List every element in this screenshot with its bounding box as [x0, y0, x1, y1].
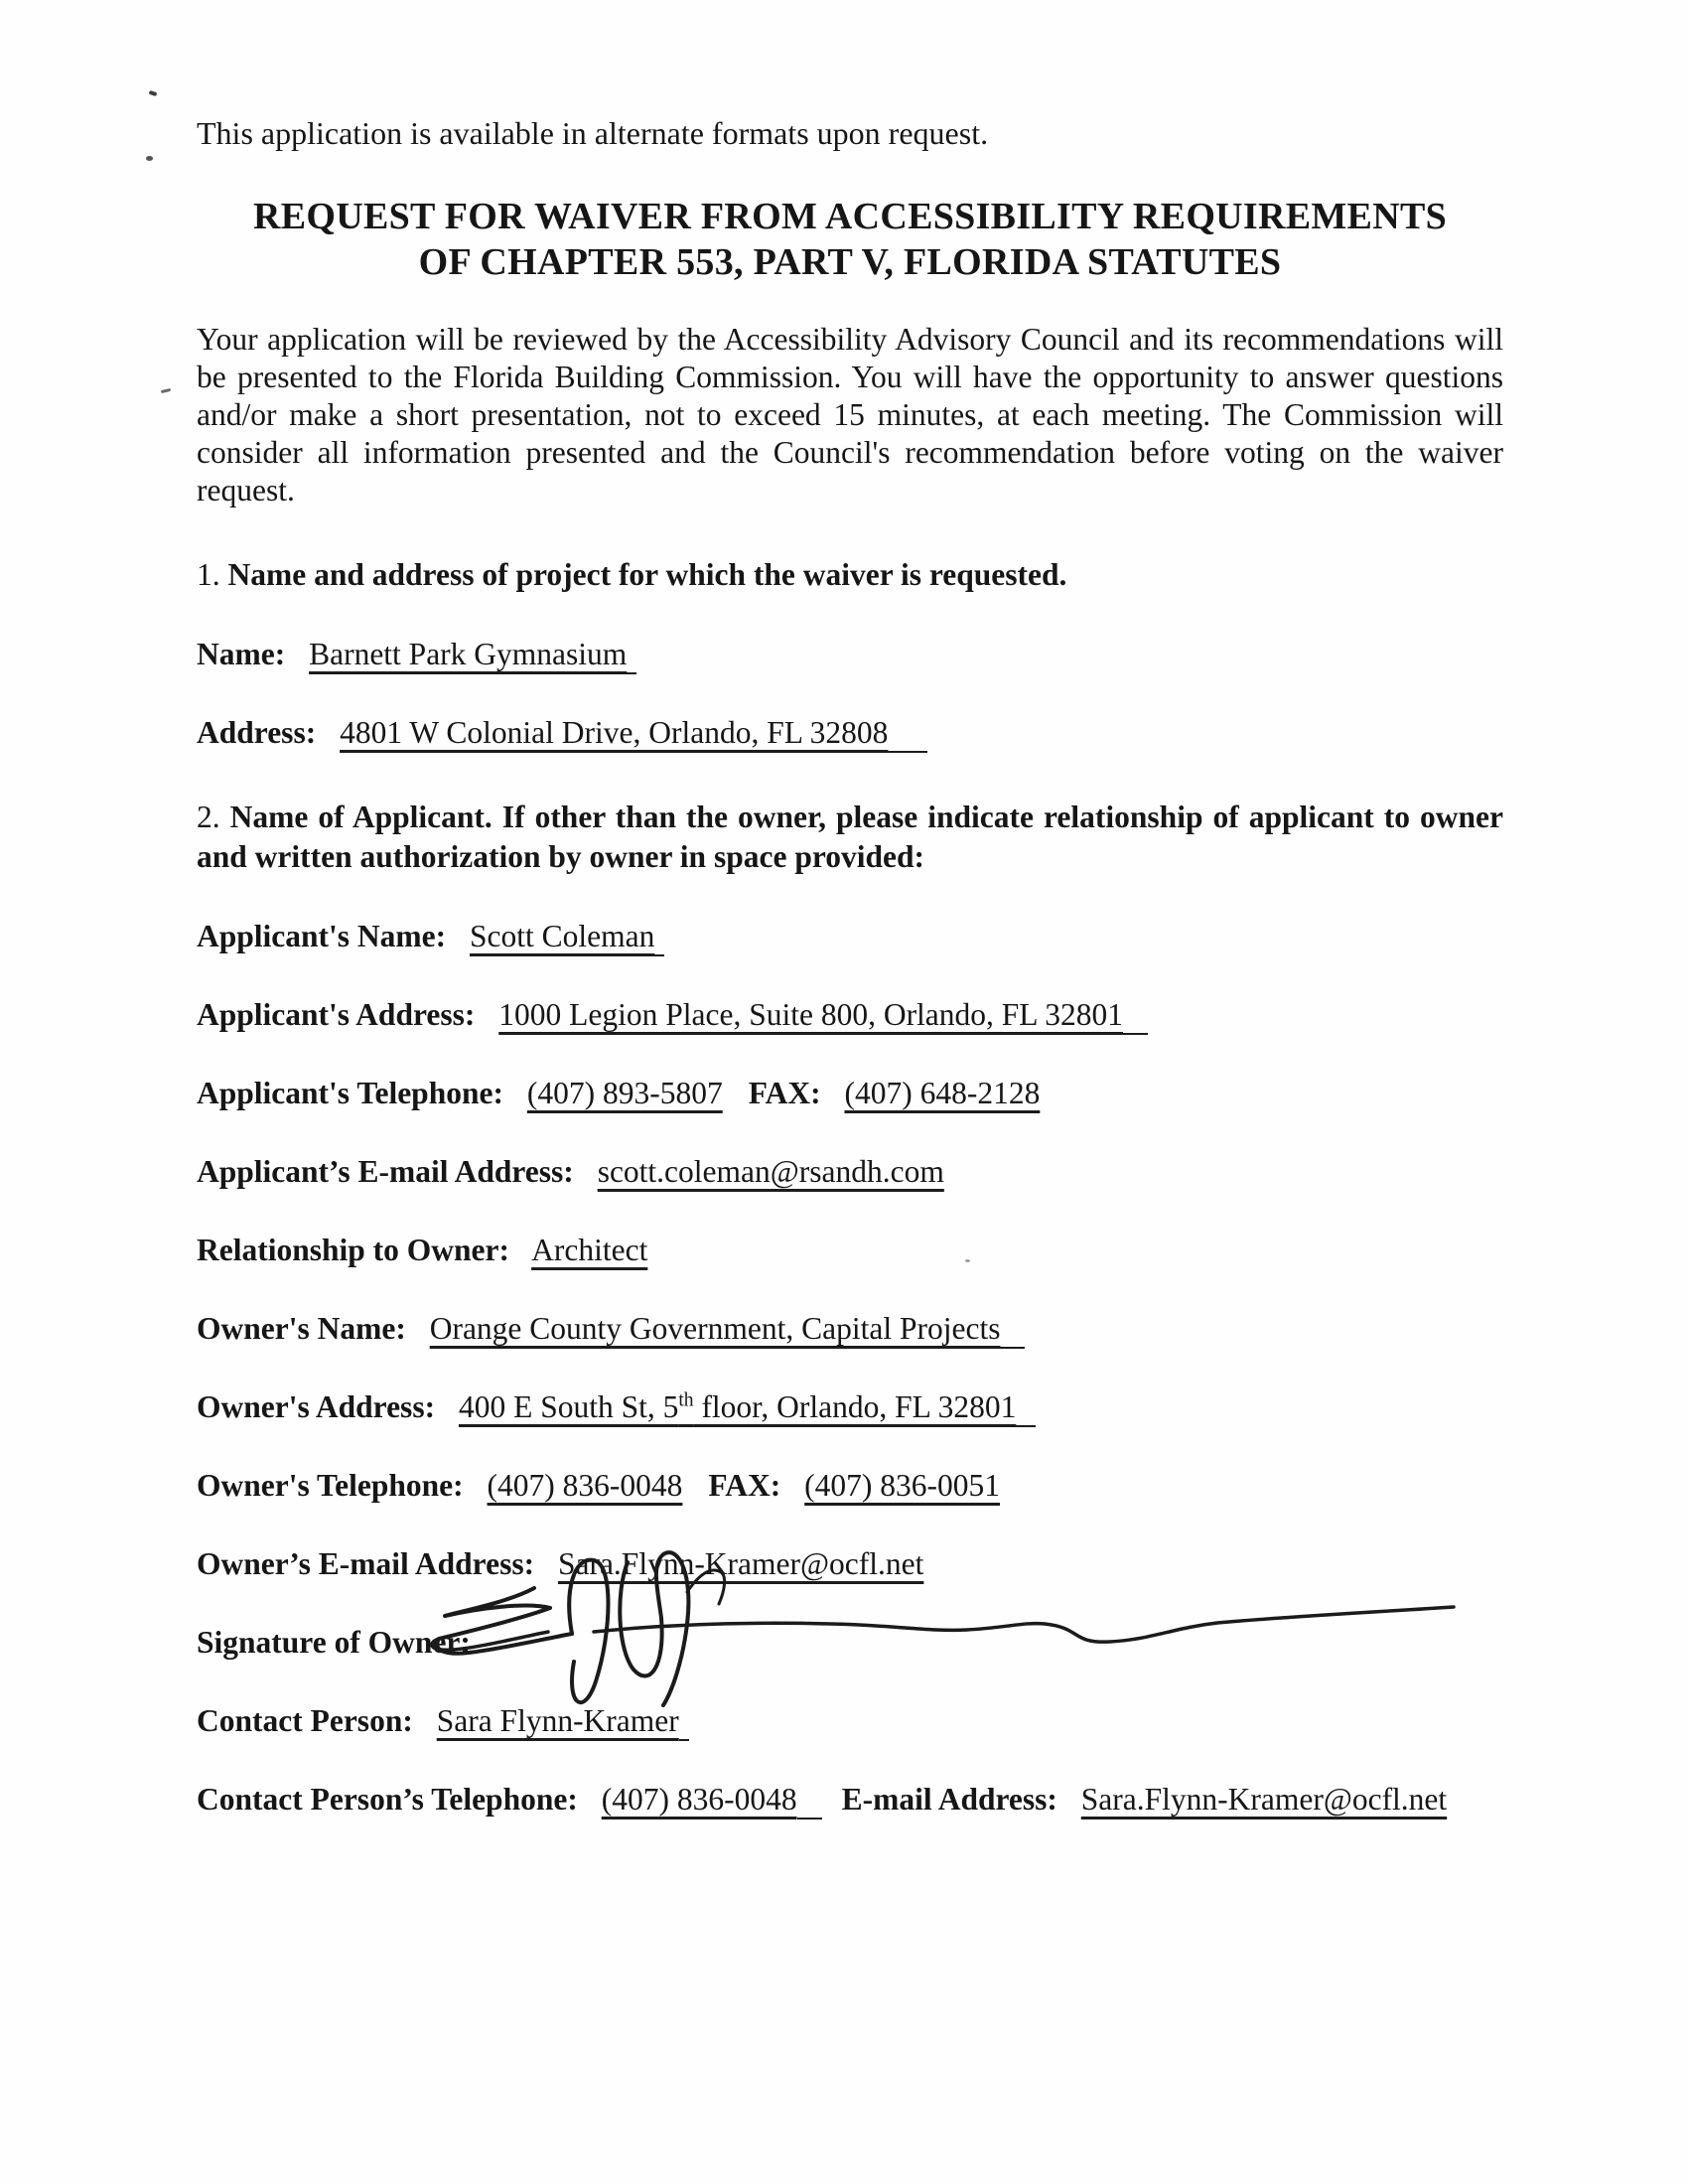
field-project-name	[197, 636, 1503, 673]
underline-extension	[1000, 1347, 1025, 1349]
owner-address-label: Owner's Address:	[197, 1389, 436, 1424]
underline-extension	[1123, 1033, 1148, 1035]
field-applicant-address	[197, 996, 1503, 1034]
scan-speckle	[149, 90, 158, 96]
field-applicant-name	[197, 918, 1503, 955]
applicant-address-value: 1000 Legion Place, Suite 800, Orlando, FL 32801	[498, 997, 1124, 1032]
contact-telephone-value: (407) 836-0048	[601, 1782, 797, 1817]
applicant-telephone-label: Applicant's Telephone:	[197, 1076, 503, 1110]
form-title-line2: OF CHAPTER 553, PART V, FLORIDA STATUTES	[418, 241, 1282, 283]
scan-speckle	[161, 388, 171, 393]
underline-extension	[1016, 1425, 1036, 1427]
applicant-telephone-value: (407) 893-5807	[526, 1076, 723, 1110]
field-owner-email	[197, 1545, 1503, 1583]
project-name-label: Name:	[197, 637, 286, 671]
intro-paragraph: Your application will be reviewed by the Accessibility Advisory Council and its recommendations will be presented to the Florida Building Commission. You will have the opportunity to answer questions and/or make a short presentation, not to exceed 15 minutes, at each meeting. The Commission will consider all information presented and the Council's recommendation before voting on the waiver request.	[197, 322, 1503, 508]
contact-telephone-label: Contact Person’s Telephone:	[197, 1782, 578, 1817]
owner-address-pre: 400 E South St, 5	[458, 1389, 679, 1424]
owner-signature-label: Signature of Owner:	[197, 1625, 471, 1660]
owner-address-value	[459, 1389, 1016, 1424]
field-project-address	[197, 714, 1503, 752]
underline-extension	[627, 672, 636, 674]
form-title-line1: REQUEST FOR WAIVER FROM ACCESSIBILITY REQUIREMENTS	[252, 196, 1448, 237]
project-address-label: Address:	[197, 715, 317, 750]
applicant-address-label: Applicant's Address:	[197, 997, 476, 1032]
field-owner-telephone	[197, 1467, 1503, 1505]
applicant-name-label: Applicant's Name:	[197, 919, 447, 953]
contact-email-label: E-mail Address:	[841, 1782, 1057, 1817]
relationship-value: Architect	[531, 1233, 648, 1267]
field-owner-name	[197, 1310, 1503, 1348]
contact-person-label: Contact Person:	[197, 1703, 413, 1738]
section-1-text: Name and address of project for which the waiver is requested.	[227, 557, 1067, 592]
underline-extension	[679, 1739, 689, 1741]
field-contact-person	[197, 1702, 1503, 1740]
section-2-text: Name of Applicant. If other than the owner, please indicate relationship of applicant to owner and written authorization by owner in space provided:	[197, 800, 1503, 874]
applicant-fax-label: FAX:	[748, 1076, 821, 1110]
field-owner-signature	[197, 1624, 1503, 1662]
owner-telephone-label: Owner's Telephone:	[197, 1468, 464, 1503]
owner-address-post: floor, Orlando, FL 32801	[693, 1389, 1017, 1424]
section-1-heading	[197, 555, 1503, 595]
section-2-number: 2.	[197, 800, 220, 834]
contact-person-value: Sara Flynn-Kramer	[436, 1703, 679, 1738]
section-1-number: 1.	[197, 557, 220, 592]
field-applicant-telephone	[197, 1075, 1503, 1112]
form-title	[197, 194, 1503, 285]
owner-fax-value: (407) 836-0051	[804, 1468, 1001, 1503]
owner-name-value: Orange County Government, Capital Projects	[429, 1311, 1001, 1346]
relationship-label: Relationship to Owner:	[197, 1233, 509, 1267]
alternate-formats-notice: This application is available in alternate formats upon request.	[197, 115, 989, 151]
field-contact-telephone	[197, 1781, 1503, 1819]
scan-speckle	[965, 1259, 970, 1262]
applicant-fax-value: (407) 648-2128	[844, 1076, 1041, 1110]
owner-telephone-value: (407) 836-0048	[487, 1468, 683, 1503]
field-relationship-to-owner	[197, 1232, 1503, 1269]
scan-speckle	[146, 156, 153, 161]
field-applicant-email	[197, 1153, 1503, 1191]
applicant-name-value: Scott Coleman	[470, 919, 655, 953]
section-2-heading	[197, 798, 1503, 877]
field-owner-address	[197, 1388, 1503, 1426]
project-name-value: Barnett Park Gymnasium	[309, 637, 628, 671]
owner-email-value: Sara.Flynn-Kramer@ocfl.net	[557, 1546, 924, 1581]
applicant-email-label: Applicant’s E-mail Address:	[197, 1154, 574, 1189]
applicant-email-value: scott.coleman@rsandh.com	[597, 1154, 944, 1189]
underline-extension	[654, 954, 664, 956]
owner-email-label: Owner’s E-mail Address:	[197, 1546, 535, 1581]
project-address-value: 4801 W Colonial Drive, Orlando, FL 32808	[340, 715, 889, 750]
owner-address-ordinal: th	[678, 1389, 694, 1411]
owner-fax-label: FAX:	[708, 1468, 781, 1503]
owner-name-label: Owner's Name:	[197, 1311, 406, 1346]
contact-email-value: Sara.Flynn-Kramer@ocfl.net	[1080, 1782, 1448, 1817]
underline-extension	[797, 1818, 822, 1820]
underline-extension	[888, 751, 927, 753]
